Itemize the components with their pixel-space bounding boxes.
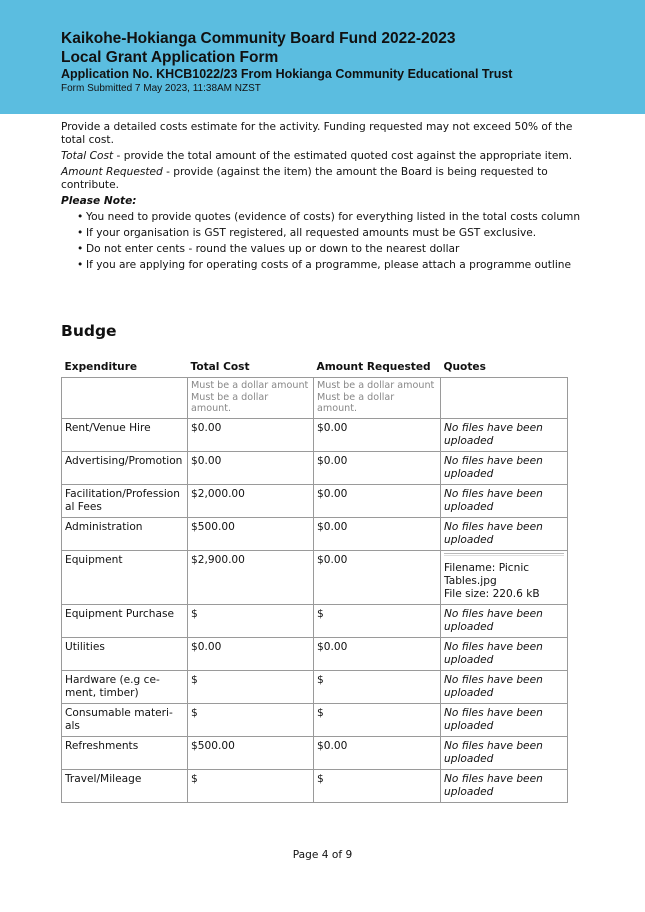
table-row [62,769,568,802]
expenditure-item: Equipment Purchase [62,604,188,637]
amount-requested-value: $0.00 [314,517,441,550]
hint-total-cost: Must be a dollar amount Must be a dollar amount. [188,378,314,419]
quote-status: No files have been uploaded [441,637,568,670]
col-header-amount-requested: Amount Requested [316,360,431,373]
amount-requested-value: $ [314,670,441,703]
total-cost-value: $ [188,769,314,802]
expenditure-item: Rent/Venue Hire [62,418,188,451]
total-cost-instruction [61,150,581,163]
table-row [62,736,568,769]
expenditure-item: Refreshments [62,736,188,769]
application-number: Application No. KHCB1022/23 From Hokianga Community Educational Trust [61,67,513,81]
total-cost-value: $0.00 [188,451,314,484]
quote-status: No files have been uploaded [441,451,568,484]
hint-row [62,378,568,419]
expenditure-item: Travel/Mileage [62,769,188,802]
table-row [62,637,568,670]
total-cost-term: Total Cost [61,150,114,162]
table-row [62,484,568,517]
note-heading: Please Note: [61,195,137,207]
hint-cell-empty [441,378,568,419]
total-cost-value: $ [188,604,314,637]
table-row [62,670,568,703]
total-cost-desc: - provide the total amount of the estimated quoted cost against the appropriate item. [113,150,573,162]
budget-table [61,357,568,803]
amount-requested-value: $ [314,604,441,637]
expenditure-item: Utilities [62,637,188,670]
amount-requested-desc: - provide (against the item) the amount the Board is being requested to contribute. [61,166,548,191]
instructions-paragraph: Provide a detailed costs estimate for the activity. Funding requested may not exceed 50% of the total cost. [61,121,573,146]
fund-title: Kaikohe-Hokianga Community Board Fund 2022-2023 [61,30,456,47]
total-cost-value: $2,000.00 [188,484,314,517]
total-cost-value: $0.00 [188,418,314,451]
header-banner [0,0,645,114]
expenditure-item: Equipment [62,550,188,604]
total-cost-value: $500.00 [188,517,314,550]
col-header-quotes: Quotes [443,360,486,373]
note-item: • If your organisation is GST registered, all requested amounts must be GST exclusive. [77,227,581,240]
amount-requested-value: $ [314,703,441,736]
hint-amount-requested: Must be a dollar amount Must be a dollar amount. [314,378,441,419]
form-title: Local Grant Application Form [61,49,279,66]
amount-requested-value: $0.00 [314,637,441,670]
table-row [62,703,568,736]
quote-status: No files have been uploaded [441,484,568,517]
total-cost-value: $0.00 [188,637,314,670]
section-title: Budge [61,322,117,340]
expenditure-item: Advertising/Promotion [62,451,188,484]
table-row [62,550,568,604]
amount-requested-instruction [61,166,581,192]
expenditure-item: Hardware (e.g ce-ment, timber) [62,670,188,703]
quote-status: No files have been uploaded [441,418,568,451]
quote-status: No files have been uploaded [441,769,568,802]
note-item: • Do not enter cents - round the values up or down to the nearest dollar [77,243,581,256]
amount-requested-value: $ [314,769,441,802]
note-item: • If you are applying for operating costs of a programme, please attach a programme outline [77,259,581,272]
file-name[interactable]: Filename: Picnic Tables.jpg [444,561,530,587]
expenditure-item: Facilitation/Professional Fees [62,484,188,517]
note-list [61,211,581,272]
table-header-row [62,357,568,378]
quote-status: No files have been uploaded [441,703,568,736]
total-cost-value: $ [188,703,314,736]
col-header-expenditure: Expenditure [64,360,138,373]
amount-requested-value: $0.00 [314,550,441,604]
file-size: File size: 220.6 kB [444,587,540,600]
col-header-total-cost: Total Cost [190,360,250,373]
instructions [61,121,581,275]
table-row [62,418,568,451]
total-cost-value: $ [188,670,314,703]
uploaded-file[interactable] [441,550,568,604]
amount-requested-value: $0.00 [314,484,441,517]
total-cost-value: $500.00 [188,736,314,769]
table-row [62,451,568,484]
amount-requested-term: Amount Requested [61,166,163,178]
quote-status: No files have been uploaded [441,736,568,769]
table-row [62,517,568,550]
amount-requested-value: $0.00 [314,418,441,451]
note-item: • You need to provide quotes (evidence of costs) for everything listed in the total costs column [77,211,581,224]
quote-status: No files have been uploaded [441,517,568,550]
hint-cell-empty [62,378,188,419]
submitted-date: Form Submitted 7 May 2023, 11:38AM NZST [61,83,261,94]
amount-requested-value: $0.00 [314,736,441,769]
file-divider [444,553,564,556]
page-number: Page 4 of 9 [292,849,353,861]
amount-requested-value: $0.00 [314,451,441,484]
quote-status: No files have been uploaded [441,670,568,703]
total-cost-value: $2,900.00 [188,550,314,604]
quote-status: No files have been uploaded [441,604,568,637]
expenditure-item: Consumable materi-als [62,703,188,736]
expenditure-item: Administration [62,517,188,550]
table-row [62,604,568,637]
